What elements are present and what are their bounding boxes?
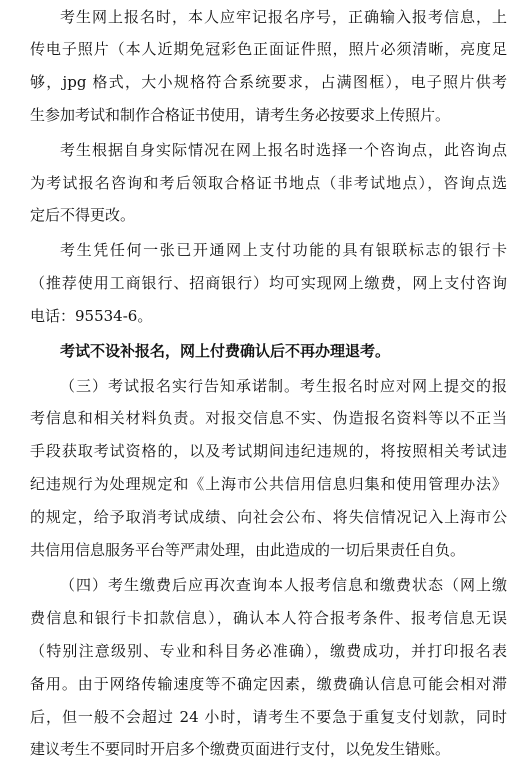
paragraph-line: （特别注意级别、专业和科目务必准确），缴费成功，并打印报名表 bbox=[30, 642, 507, 660]
paragraph-line: （三）考试报名实行告知承诺制。考生报名时应对网上提交的报 bbox=[60, 377, 507, 395]
paragraph-line: 纪违规行为处理规定和《上海市公共信用信息归集和使用管理办法》 bbox=[30, 475, 507, 493]
paragraph-line: 为考试报名咨询和考后领取合格证书地点（非考试地点），咨询点选 bbox=[30, 174, 507, 192]
paragraph-line: 考生凭任何一张已开通网上支付功能的具有银联标志的银行卡 bbox=[60, 241, 507, 259]
paragraph-line: 考生网上报名时，本人应牢记报名序号，正确输入报考信息，上 bbox=[60, 8, 507, 26]
paragraph-line: 电话：95534-6。 bbox=[30, 307, 153, 325]
paragraph-line: 考生根据自身实际情况在网上报名时选择一个咨询点，此咨询点 bbox=[60, 141, 507, 159]
paragraph-line: 够，jpg 格式，大小规格符合系统要求，占满图框），电子照片供考 bbox=[30, 73, 507, 91]
paragraph-line: 定后不得更改。 bbox=[30, 206, 136, 224]
paragraph-line: 共信用信息服务平台等严肃处理，由此造成的一切后果责任自负。 bbox=[30, 541, 466, 559]
paragraph-line: （四）考生缴费后应再次查询本人报考信息和缴费状态（网上缴 bbox=[60, 576, 507, 594]
paragraph-line: 费信息和银行卡扣款信息），确认本人符合报考条件、报考信息无误 bbox=[30, 609, 507, 627]
paragraph-line: 手段获取考试资格的，以及考试期间违纪违规的，将按照相关考试违 bbox=[30, 442, 507, 460]
paragraph-line: 建议考生不要同时开启多个缴费页面进行支付，以免发生错账。 bbox=[30, 740, 451, 758]
paragraph-line: 后，但一般不会超过 24 小时，请考生不要急于重复支付划款，同时 bbox=[30, 708, 507, 726]
paragraph-line: 的规定，给予取消考试成绩、向社会公布、将失信情况记入上海市公 bbox=[30, 508, 507, 526]
paragraph-line: 传电子照片（本人近期免冠彩色正面证件照，照片必须清晰，亮度足 bbox=[30, 40, 507, 58]
paragraph-line: （推荐使用工商银行、招商银行）均可实现网上缴费，网上支付咨询 bbox=[30, 274, 507, 292]
bold-notice-line: 考试不设补报名，网上付费确认后不再办理退考。 bbox=[60, 342, 391, 360]
paragraph-line: 备用。由于网络传输速度等不确定因素，缴费确认信息可能会相对滞 bbox=[30, 675, 507, 693]
paragraph-line: 生参加考试和制作合格证书使用，请考生务必按要求上传照片。 bbox=[30, 106, 451, 124]
paragraph-line: 考信息和相关材料负责。对报交信息不实、伪造报名资料等以不正当 bbox=[30, 409, 507, 427]
